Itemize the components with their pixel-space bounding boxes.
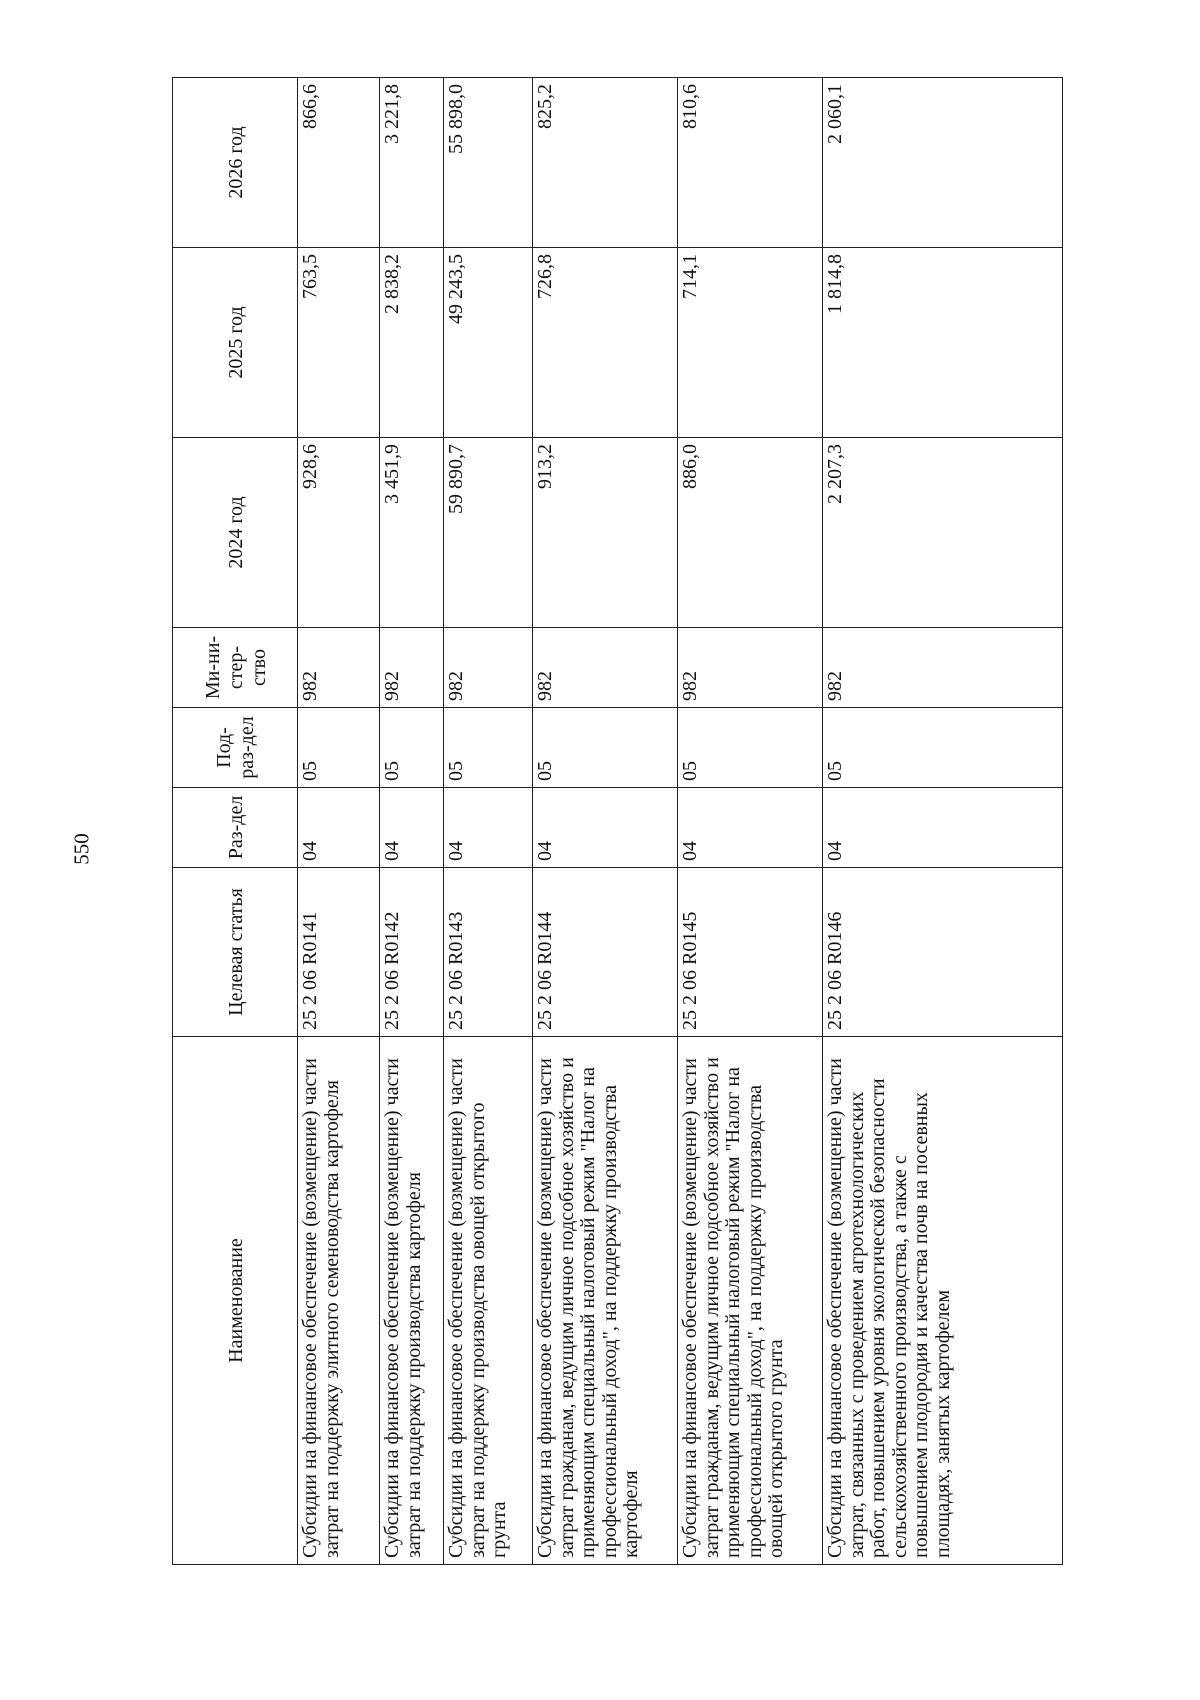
row-value-2024: 913,2	[533, 438, 678, 628]
row-ministry: 982	[533, 628, 678, 708]
row-target-article: 25 2 06 R0144	[533, 868, 678, 1037]
row-ministry: 982	[823, 628, 1063, 708]
row-section: 04	[298, 788, 380, 868]
row-value-2026: 866,6	[298, 78, 380, 248]
row-target-article: 25 2 06 R0142	[380, 868, 444, 1037]
row-target-article: 25 2 06 R0141	[298, 868, 380, 1037]
row-name: Субсидии на финансовое обеспечение (возмещение) части затрат на поддержку элитного семеноводства картофеля	[298, 1037, 380, 1565]
header-2025: 2025 год	[173, 248, 298, 438]
header-2024: 2024 год	[173, 438, 298, 628]
table-row	[444, 78, 533, 1565]
row-section: 04	[823, 788, 1063, 868]
budget-table	[172, 77, 1063, 1565]
row-subsection: 05	[380, 708, 444, 788]
row-value-2026: 810,6	[678, 78, 823, 248]
row-value-2025: 49 243,5	[444, 248, 533, 438]
table-header-row	[173, 78, 298, 1565]
row-value-2026: 825,2	[533, 78, 678, 248]
header-subsection: Под-раз-дел	[173, 708, 298, 788]
row-value-2024: 2 207,3	[823, 438, 1063, 628]
row-value-2024: 3 451,9	[380, 438, 444, 628]
row-target-article: 25 2 06 R0143	[444, 868, 533, 1037]
row-subsection: 05	[298, 708, 380, 788]
row-value-2025: 1 814,8	[823, 248, 1063, 438]
row-name: Субсидии на финансовое обеспечение (возмещение) части затрат, связанных с проведением агротехнологических работ, повышением уровня экологической безопасности сельскохозяйственного производства, а также с повышением плодородия и качества почв на посевных площадях, занятых картофелем	[823, 1037, 1063, 1565]
row-section: 04	[444, 788, 533, 868]
row-name: Субсидии на финансовое обеспечение (возмещение) части затрат гражданам, ведущим личное подсобное хозяйство и применяющим специальный налоговый режим "Налог на профессиональный доход", на поддержку производства овощей открытого грунта	[678, 1037, 823, 1565]
row-name: Субсидии на финансовое обеспечение (возмещение) части затрат гражданам, ведущим личное подсобное хозяйство и применяющим специальный налоговый режим "Налог на профессиональный доход", на поддержку производства картофеля	[533, 1037, 678, 1565]
table-row	[533, 78, 678, 1565]
row-value-2025: 726,8	[533, 248, 678, 438]
row-name: Субсидии на финансовое обеспечение (возмещение) части затрат на поддержку производства картофеля	[380, 1037, 444, 1565]
row-value-2024: 928,6	[298, 438, 380, 628]
row-ministry: 982	[298, 628, 380, 708]
budget-table-container	[172, 78, 1059, 1565]
row-subsection: 05	[444, 708, 533, 788]
table-row	[678, 78, 823, 1565]
row-ministry: 982	[444, 628, 533, 708]
row-name: Субсидии на финансовое обеспечение (возмещение) части затрат на поддержку производства овощей открытого грунта	[444, 1037, 533, 1565]
row-subsection: 05	[823, 708, 1063, 788]
header-section: Раз-дел	[173, 788, 298, 868]
row-section: 04	[533, 788, 678, 868]
row-target-article: 25 2 06 R0145	[678, 868, 823, 1037]
row-value-2025: 2 838,2	[380, 248, 444, 438]
row-value-2024: 886,0	[678, 438, 823, 628]
row-subsection: 05	[678, 708, 823, 788]
row-section: 04	[678, 788, 823, 868]
header-ministry: Ми-ни-стер-ство	[173, 628, 298, 708]
page-number: 550	[69, 833, 94, 865]
table-row	[298, 78, 380, 1565]
table-row	[380, 78, 444, 1565]
row-value-2025: 763,5	[298, 248, 380, 438]
header-name: Наименование	[173, 1037, 298, 1565]
row-ministry: 982	[380, 628, 444, 708]
row-value-2026: 3 221,8	[380, 78, 444, 248]
table-row	[823, 78, 1063, 1565]
row-subsection: 05	[533, 708, 678, 788]
row-value-2025: 714,1	[678, 248, 823, 438]
header-target-article: Целевая статья	[173, 868, 298, 1037]
header-2026: 2026 год	[173, 78, 298, 248]
row-section: 04	[380, 788, 444, 868]
row-value-2024: 59 890,7	[444, 438, 533, 628]
row-value-2026: 55 898,0	[444, 78, 533, 248]
row-target-article: 25 2 06 R0146	[823, 868, 1063, 1037]
row-ministry: 982	[678, 628, 823, 708]
row-value-2026: 2 060,1	[823, 78, 1063, 248]
